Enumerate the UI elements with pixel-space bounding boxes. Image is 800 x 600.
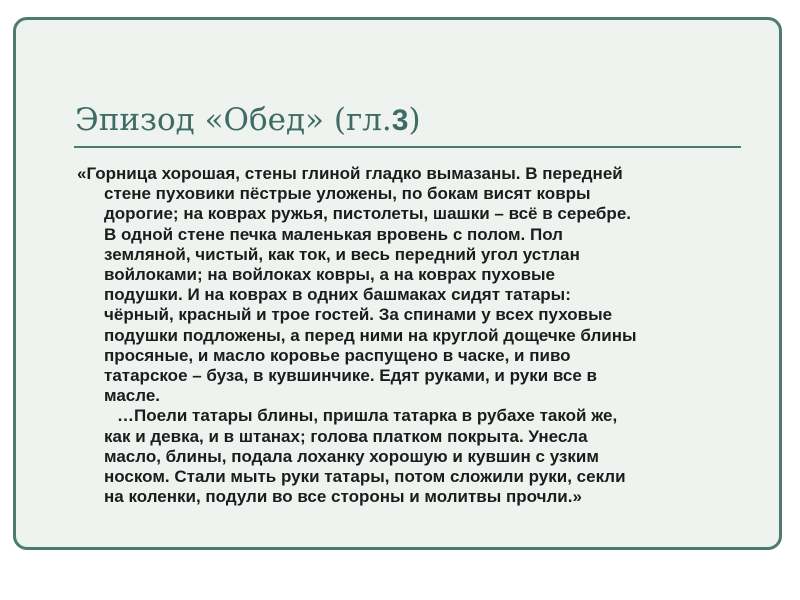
quote-text	[77, 164, 745, 507]
text-line: В одной стене печка маленькая вровень с полом. Пол	[104, 224, 563, 244]
text-line: стене пуховики пёстрые уложены, по бокам висят ковры	[104, 184, 591, 204]
title-quote-close: »	[305, 102, 325, 138]
title-episode-name: Обед	[223, 102, 306, 138]
title-quote-open: «	[204, 102, 224, 138]
text-line: масле.	[104, 386, 161, 406]
title-chapter-number: 3	[391, 104, 409, 137]
text-line: земляной, чистый, как ток, и весь передний угол устлан	[104, 244, 580, 264]
text-line: подушки. И на коврах в одних башмаках сидят татары:	[104, 285, 571, 305]
title-divider	[74, 146, 741, 148]
text-line: …Поели татары блины, пришла татарка в рубахе такой же,	[117, 406, 618, 426]
slide-title	[75, 100, 421, 141]
text-line: татарское – буза, в кувшинчике. Едят руками, и руки все в	[104, 366, 597, 386]
text-line: чёрный, красный и трое гостей. За спинами у всех пуховые	[104, 305, 613, 325]
text-line: дорогие; на коврах ружья, пистолеты, шашки – всё в серебре.	[104, 204, 631, 224]
text-line: «Горница хорошая, стены глиной гладко вымазаны. В передней	[77, 164, 623, 183]
title-prefix: Эпизод	[75, 102, 205, 138]
title-chapter-close: )	[408, 102, 421, 138]
text-line: подушки подложены, а перед ними на круглой дощечке блины	[104, 325, 637, 345]
text-line: войлоками; на войлоках ковры, а на коврах пуховые	[104, 265, 555, 285]
text-line: масло, блины, подала лоханку хорошую и кувшин с узким	[104, 446, 599, 466]
text-line: как и девка, и в штанах; голова платком покрыта. Унесла	[104, 426, 588, 446]
title-chapter-open: (гл.	[324, 102, 392, 138]
text-line: на коленки, подули во все стороны и молитвы прочли.»	[104, 487, 582, 507]
text-line: носком. Стали мыть руки татары, потом сложили руки, секли	[104, 467, 626, 487]
text-line: просяные, и масло коровье распущено в часке, и пиво	[104, 345, 571, 365]
